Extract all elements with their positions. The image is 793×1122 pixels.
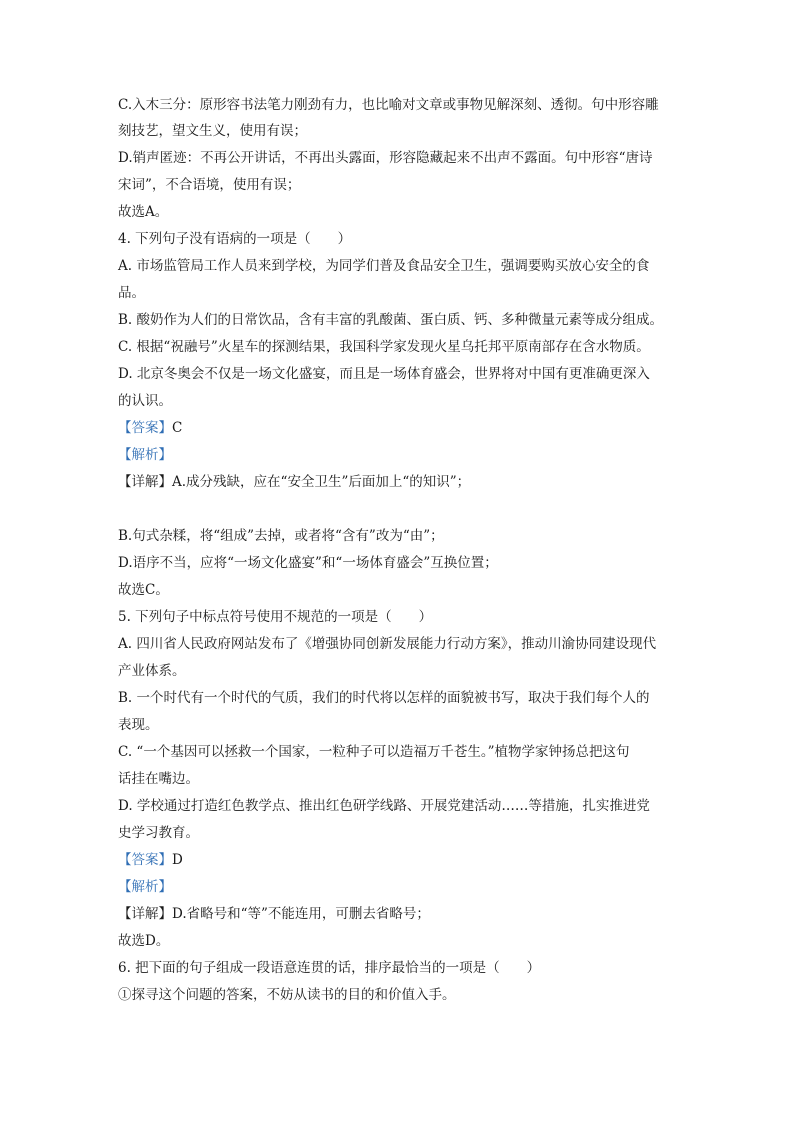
detail-label: 【详解】 — [118, 474, 172, 490]
text-line: 史学习教育。 — [118, 825, 199, 841]
question-5: 5. 下列句子中标点符号使用不规范的一项是（ ） — [118, 609, 433, 625]
analysis-label: 【解析】 — [118, 879, 172, 895]
text-line: ①探寻这个问题的答案，不妨从读书的目的和价值入手。 — [118, 987, 456, 1003]
answer-value: C — [172, 420, 183, 436]
detail-label: 【详解】 — [118, 906, 172, 922]
detail-text: D.省略号和“等”不能连用，可删去省略号； — [172, 906, 430, 922]
question-4: 4. 下列句子没有语病的一项是（ ） — [118, 231, 352, 247]
answer-line — [118, 418, 182, 438]
text-line: D.语序不当，应将“一场文化盛宴”和“一场体育盛会”互换位置； — [118, 555, 498, 571]
answer-value: D — [172, 852, 183, 868]
option-c: C. 根据“祝融号”火星车的探测结果，我国科学家发现火星乌托邦平原南部存在含水物质。 — [118, 339, 650, 355]
text-line: 品。 — [118, 285, 145, 301]
text-line: 宋词”，不合语境，使用有误； — [118, 177, 301, 193]
text-line: D.销声匿迹：不再公开讲话，不再出头露面，形容隐藏起来不出声不露面。句中形容“唐诗 — [118, 150, 653, 166]
option-a: A. 市场监管局工作人员来到学校，为同学们普及食品安全卫生，强调要购买放心安全的食 — [118, 258, 650, 274]
answer-label: 【答案】 — [118, 420, 172, 436]
text-line: 的认识。 — [118, 393, 172, 409]
option-d: D. 北京冬奥会不仅是一场文化盛宴，而且是一场体育盛会，世界将对中国有更准确更深入 — [118, 366, 650, 382]
option-b: B. 酸奶作为人们的日常饮品，含有丰富的乳酸菌、蛋白质、钙、多种微量元素等成分组成。 — [118, 312, 664, 328]
text-line: B.句式杂糅，将“组成”去掉，或者将“含有”改为“由”； — [118, 528, 444, 544]
detail-text: A.成分残缺，应在“安全卫生”后面加上“的知识”； — [172, 474, 471, 490]
detail-line — [118, 472, 470, 492]
answer-label: 【答案】 — [118, 852, 172, 868]
answer-line — [118, 850, 183, 870]
text-line: 表现。 — [118, 717, 159, 733]
text-line: 故选A。 — [118, 204, 169, 220]
option-d: D. 学校通过打造红色教学点、推出红色研学线路、开展党建活动……等措施，扎实推进党 — [118, 798, 650, 814]
text-line: 故选D。 — [118, 933, 170, 949]
text-line: 刻技艺，望文生义，使用有误； — [118, 123, 307, 139]
option-b: B. 一个时代有一个时代的气质，我们的时代将以怎样的面貌被书写，取决于我们每个人的 — [118, 690, 650, 706]
text-line: 话挂在嘴边。 — [118, 771, 199, 787]
detail-line — [118, 904, 430, 924]
text-line: 产业体系。 — [118, 663, 186, 679]
option-c: C. “一个基因可以拯救一个国家，一粒种子可以造福万千苍生。”植物学家钟扬总把这句 — [118, 744, 630, 760]
question-6: 6. 把下面的句子组成一段语意连贯的话，排序最恰当的一项是（ ） — [118, 960, 541, 976]
option-a: A. 四川省人民政府网站发布了《增强协同创新发展能力行动方案》，推动川渝协同建设现代 — [118, 636, 657, 652]
text-line: C.入木三分：原形容书法笔力刚劲有力，也比喻对文章或事物见解深刻、透彻。句中形容雕 — [118, 97, 659, 113]
text-line: 故选C。 — [118, 582, 169, 598]
analysis-label: 【解析】 — [118, 447, 172, 463]
